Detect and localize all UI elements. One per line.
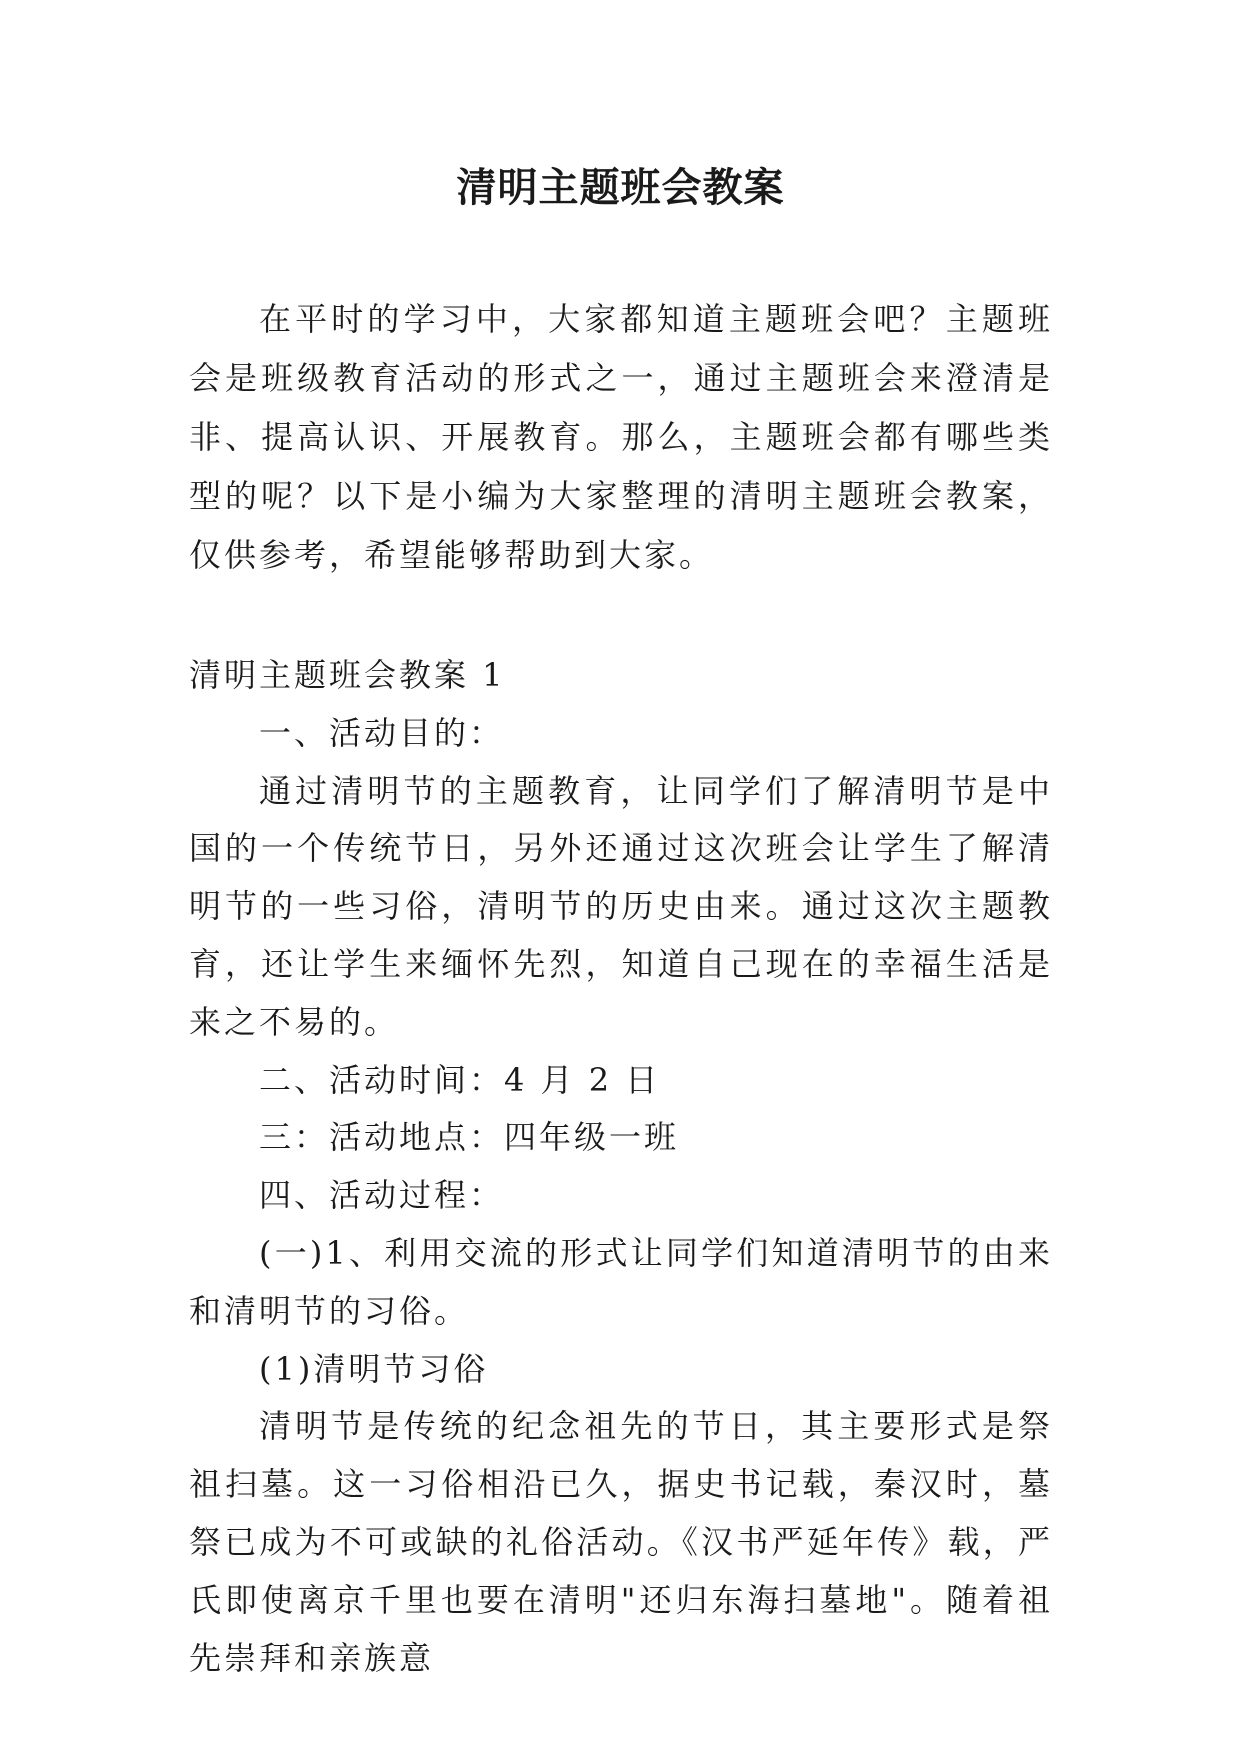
section-1 — [189, 647, 1053, 1687]
intro-paragraph: 在平时的学习中，大家都知道主题班会吧？主题班会是班级教育活动的形式之一，通过主题班会来澄清是非、提高认识、开展教育。那么，主题班会都有哪些类型的呢？以下是小编为大家整理的清明主题班会教案，仅供参考，希望能够帮助到大家。 — [189, 300, 1053, 574]
process-step-1: (一)1、利用交流的形式让同学们知道清明节的由来和清明节的习俗。 — [189, 1233, 1053, 1330]
customs-subheading: (1)清明节习俗 — [259, 1349, 489, 1388]
document-title: 清明主题班会教案 — [456, 165, 785, 211]
document-body — [189, 290, 1053, 1687]
section-heading: 清明主题班会教案 1 — [189, 656, 506, 694]
activity-process-heading: 四、活动过程： — [259, 1176, 505, 1215]
activity-location: 三：活动地点：四年级一班 — [259, 1118, 680, 1157]
activity-purpose-text: 通过清明节的主题教育，让同学们了解清明节是中国的一个传统节日，另外还通过这次班会让学生了解清明节的一些习俗，清明节的历史由来。通过这次主题教育，还让学生来缅怀先烈，知道自己现在的幸福生活是来之不易的。 — [189, 771, 1053, 1041]
section-gap — [189, 585, 1053, 647]
activity-time: 二、活动时间：4 月 2 日 — [259, 1060, 661, 1099]
activity-purpose-heading: 一、活动目的： — [259, 713, 505, 752]
customs-text: 清明节是传统的纪念祖先的节日，其主要形式是祭祖扫墓。这一习俗相沿已久，据史书记载，秦汉时，墓祭已成为不可或缺的礼俗活动。《汉书严延年传》载，严氏即使离京千里也要在清明"还归东海扫墓地"。随着祖先崇拜和亲族意 — [189, 1407, 1053, 1677]
